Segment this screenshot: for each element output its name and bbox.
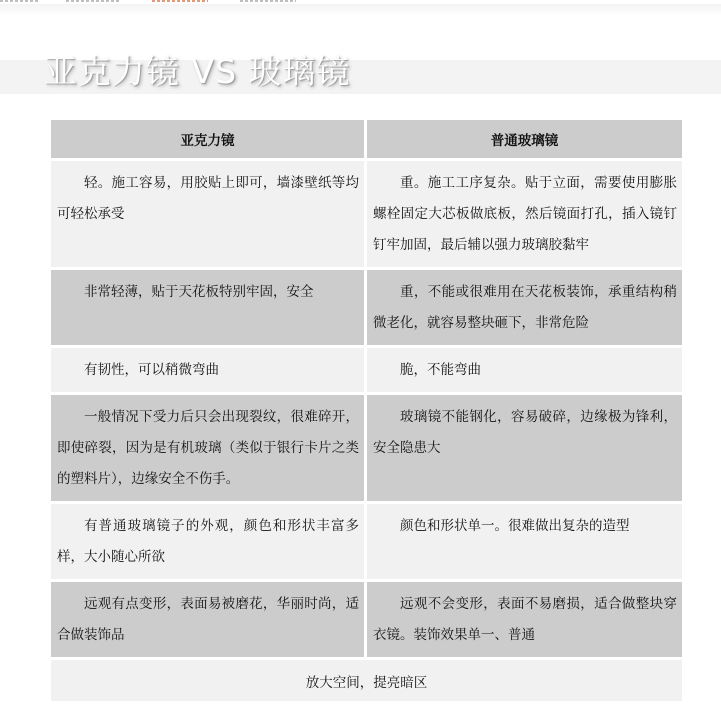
cell-text: 远观不会变形，表面不易磨损，适合做整块穿衣镜。装饰效果单一、普通 (373, 596, 677, 643)
cell-glass (367, 348, 682, 395)
cell-acrylic (51, 395, 367, 504)
cell-text: 有韧性，可以稍微弯曲 (84, 362, 219, 378)
column-header-acrylic: 亚克力镜 (51, 120, 367, 161)
table-header-row (51, 120, 682, 161)
cell-text: 远观有点变形，表面易被磨花，华丽时尚，适合做装饰品 (57, 596, 359, 643)
cell-acrylic (51, 348, 367, 395)
table-row (51, 504, 682, 582)
top-nav-item[interactable] (66, 0, 120, 2)
cell-glass (367, 161, 682, 270)
cell-text: 轻。施工容易，用胶贴上即可，墙漆壁纸等均可轻松承受 (57, 175, 359, 222)
cell-acrylic (51, 161, 367, 270)
cell-text: 一般情况下受力后只会出现裂纹，很难碎开，即使碎裂，因为是有机玻璃（类似于银行卡片之类的塑料片），边缘安全不伤手。 (57, 409, 359, 487)
comparison-table (51, 120, 682, 704)
footer-summary: 放大空间，提亮暗区 (51, 660, 682, 704)
cell-text: 脆，不能弯曲 (400, 362, 481, 378)
cell-glass (367, 582, 682, 660)
cell-glass (367, 504, 682, 582)
table-footer-row (51, 660, 682, 704)
cell-text: 重。施工工序复杂。贴于立面，需要使用膨胀螺栓固定大芯板做底板，然后镜面打孔，插入镜钉钉牢加固，最后辅以强力玻璃胶黏牢 (373, 175, 677, 253)
header-swoosh-decoration (0, 4, 721, 16)
table-row (51, 582, 682, 660)
cell-text: 重，不能或很难用在天花板装饰，承重结构稍微老化，就容易整块砸下，非常危险 (373, 284, 677, 331)
top-nav-item[interactable] (240, 0, 296, 2)
table-row (51, 270, 682, 348)
table-row (51, 348, 682, 395)
top-nav-item[interactable] (0, 0, 38, 2)
column-header-glass: 普通玻璃镜 (367, 120, 682, 161)
cell-text: 玻璃镜不能钢化，容易破碎，边缘极为锋利，安全隐患大 (373, 409, 677, 456)
cell-text: 颜色和形状单一。很难做出复杂的造型 (400, 518, 630, 534)
table-row (51, 395, 682, 504)
table-row (51, 161, 682, 270)
cell-text: 非常轻薄，贴于天花板特别牢固，安全 (84, 284, 314, 300)
cell-text: 有普通玻璃镜子的外观，颜色和形状丰富多样，大小随心所欲 (57, 518, 359, 565)
top-nav-item-active[interactable] (152, 0, 208, 2)
cell-acrylic (51, 270, 367, 348)
cell-acrylic (51, 582, 367, 660)
cell-acrylic (51, 504, 367, 582)
cell-glass (367, 270, 682, 348)
page-title: 亚克力镜 VS 玻璃镜 (44, 52, 351, 91)
cell-glass (367, 395, 682, 504)
